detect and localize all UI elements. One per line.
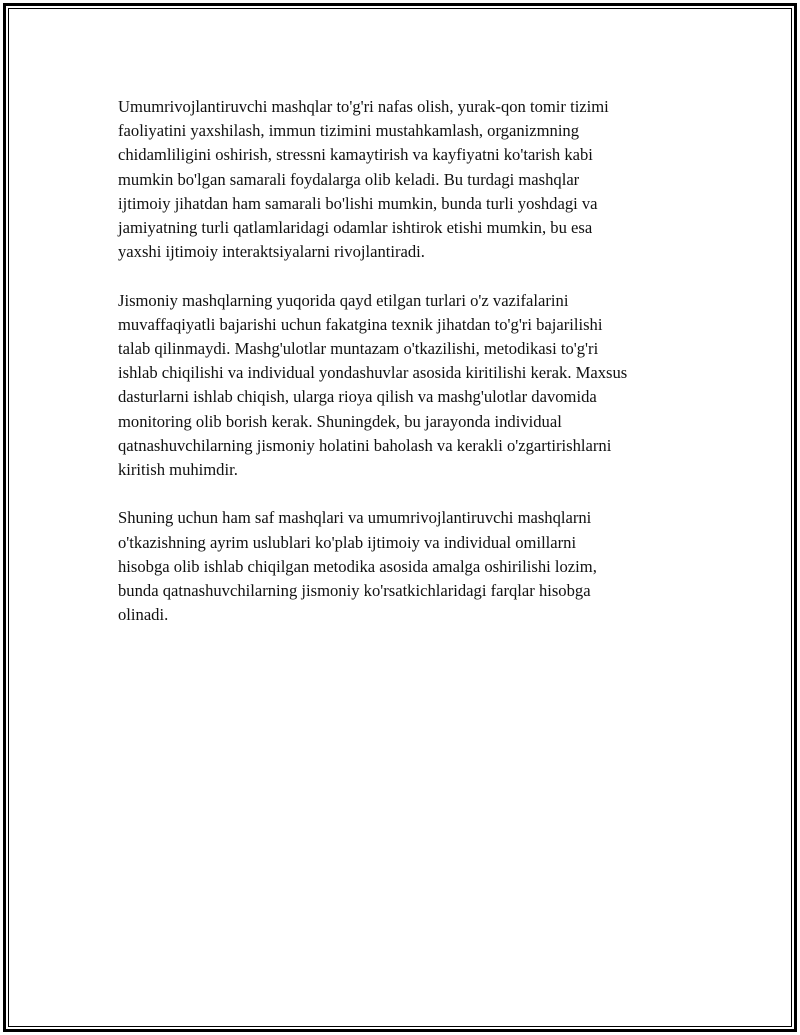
text-line: Umumrivojlantiruvchi mashqlar to'g'ri nafas olish, yurak-qon tomir tizimi	[118, 97, 609, 116]
paragraph-1	[118, 95, 698, 264]
text-line: bunda qatnashuvchilarning jismoniy ko'rsatkichlaridagi farqlar hisobga	[118, 581, 591, 601]
text-line: muvaffaqiyatli bajarishi uchun fakatgina texnik jihatdan to'g'ri bajarilishi	[118, 314, 603, 334]
text-line: qatnashuvchilarning jismoniy holatini baholash va kerakli o'zgartirishlarni	[118, 435, 612, 455]
text-line: hisobga olib ishlab chiqilgan metodika asosida amalga oshirilishi lozim,	[118, 556, 597, 576]
text-line: Shuning uchun ham saf mashqlari va umumrivojlantiruvchi mashqlarni	[118, 508, 592, 528]
text-line: Jismoniy mashqlarning yuqorida qayd etilgan turlari o'z vazifalarini	[118, 290, 569, 310]
text-line: yaxshi ijtimoiy interaktsiyalarni rivojlantiradi.	[118, 242, 425, 262]
text-line: talab qilinmaydi. Mashg'ulotlar muntazam o'tkazilishi, metodikasi to'g'ri	[118, 339, 599, 359]
text-line: ijtimoiy jihatdan ham samarali bo'lishi mumkin, bunda turli yoshdagi va	[118, 193, 598, 213]
text-line: monitoring olib borish kerak. Shuningdek, bu jarayonda individual	[118, 411, 562, 431]
text-line: faoliyatini yaxshilash, immun tizimini mustahkamlash, organizmning	[118, 121, 580, 141]
page-frame	[3, 3, 797, 1032]
text-line: olinadi.	[118, 605, 169, 625]
document-body	[118, 95, 698, 652]
text-line: ishlab chiqilishi va individual yondashuvlar asosida kiritilishi kerak. Maxsus	[118, 363, 628, 383]
paragraph-3	[118, 506, 698, 627]
text-line: dasturlarni ishlab chiqish, ularga rioya qilish va mashg'ulotlar davomida	[118, 387, 597, 407]
text-line: chidamliligini oshirish, stressni kamaytirish va kayfiyatni ko'tarish kabi	[118, 145, 593, 165]
text-line: jamiyatning turli qatlamlaridagi odamlar ishtirok etishi mumkin, bu esa	[118, 218, 593, 238]
text-line: kiritish muhimdir.	[118, 460, 238, 480]
text-line: mumkin bo'lgan samarali foydalarga olib keladi. Bu turdagi mashqlar	[118, 169, 580, 189]
paragraph-2	[118, 289, 698, 483]
text-line: o'tkazishning ayrim uslublari ko'plab ijtimoiy va individual omillarni	[118, 532, 577, 552]
